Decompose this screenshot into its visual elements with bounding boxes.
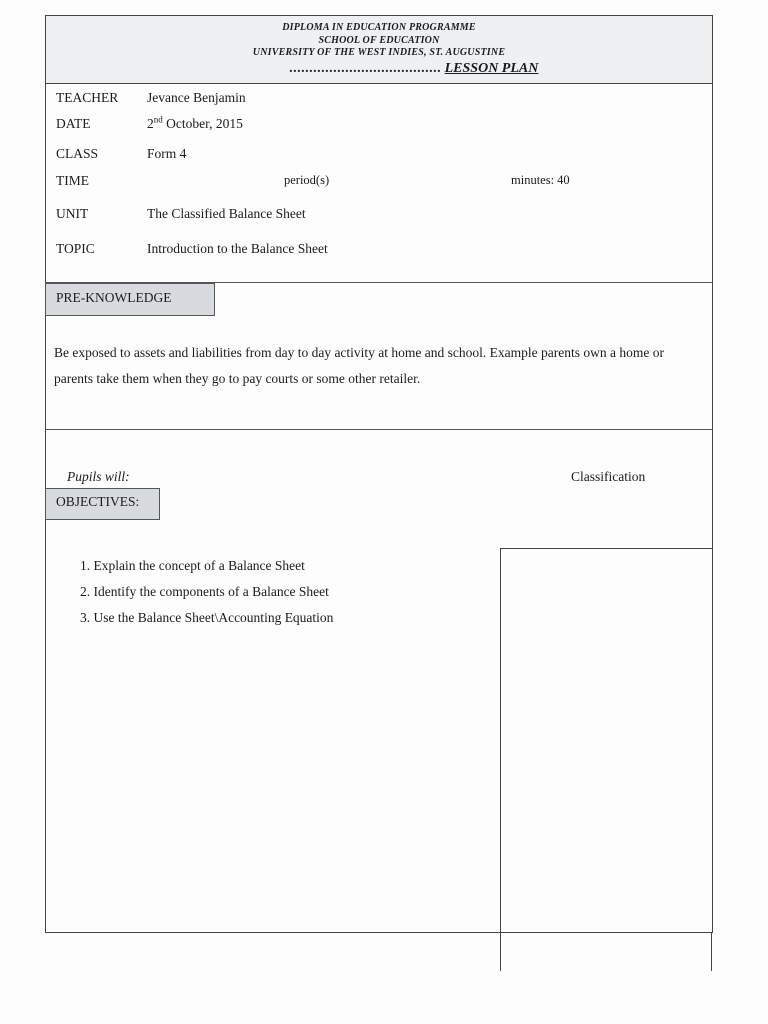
- university-title: UNIVERSITY OF THE WEST INDIES, ST. AUGUSTINE: [252, 47, 506, 58]
- list-item: 1. Explain the concept of a Balance Sheet: [80, 558, 305, 573]
- date-rest: October, 2015: [162, 116, 243, 131]
- teacher-label: TEACHER: [56, 90, 119, 105]
- unit-label: UNIT: [56, 206, 89, 221]
- date-label: DATE: [56, 116, 91, 131]
- section-divider: [45, 429, 713, 430]
- time-label: TIME: [56, 173, 89, 188]
- date-suffix: nd: [153, 114, 163, 125]
- pre-knowledge-text: Be exposed to assets and liabilities from day to day activity at home and school. Example parents own a home or parents take them when they go to pay courts or some other retailer.: [54, 345, 664, 386]
- periods-label: period(s): [284, 173, 330, 187]
- list-item: 3. Use the Balance Sheet\Accounting Equation: [80, 610, 334, 625]
- pupils-will-label: Pupils will:: [67, 469, 130, 484]
- date-value: [147, 116, 243, 132]
- topic-label: TOPIC: [56, 241, 95, 256]
- classification-label: Classification: [571, 469, 646, 484]
- topic-value: Introduction to the Balance Sheet: [147, 241, 328, 256]
- date-day: 2: [147, 116, 154, 131]
- lesson-plan-text: LESSON PLAN: [444, 61, 539, 76]
- objectives-list: [80, 557, 333, 635]
- programme-title: DIPLOMA IN EDUCATION PROGRAMME: [282, 22, 476, 33]
- class-label: CLASS: [56, 146, 99, 161]
- classification-box: [500, 548, 713, 933]
- lesson-plan-title: [46, 61, 712, 77]
- unit-value: The Classified Balance Sheet: [147, 206, 306, 221]
- objectives-label: OBJECTIVES:: [45, 488, 160, 520]
- list-item: 2. Identify the components of a Balance Sheet: [80, 584, 329, 599]
- minutes-label: minutes: 40: [511, 173, 570, 187]
- column-line: [711, 933, 712, 971]
- pre-knowledge-label: PRE-KNOWLEDGE: [45, 283, 215, 316]
- teacher-value: Jevance Benjamin: [147, 90, 246, 105]
- class-value: Form 4: [147, 146, 187, 161]
- school-title: SCHOOL OF EDUCATION: [318, 35, 440, 46]
- column-line: [500, 933, 501, 971]
- title-dots: ......................................: [289, 61, 442, 76]
- header-box: [45, 15, 713, 83]
